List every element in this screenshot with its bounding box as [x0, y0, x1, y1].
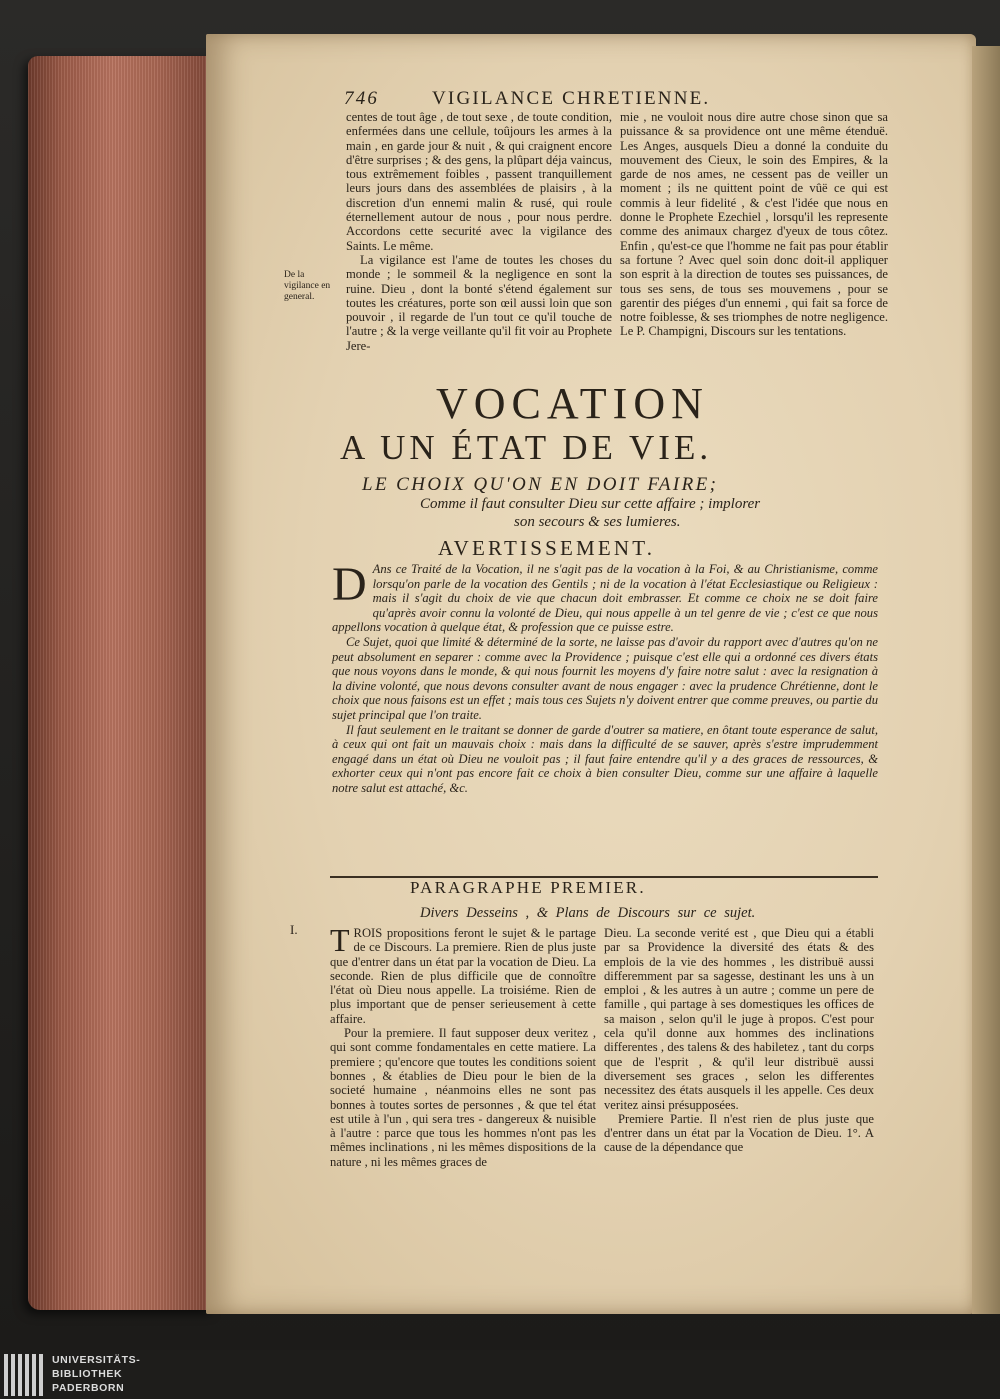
text-paragraph: Dieu. La seconde verité est , que Dieu qui a établi par sa Providence la diversité des états & des emplois de la vie des hommes , les distribuë aussi differemment par sa sagesse, destinant les uns à un emploi , & les autres à un autre ; comme un pere de famille , qui partage à ses domestiques les offices de sa maison , selon qu'il le juge à propos. C'est pour cela qu'il donne aux hommes des inclinations differentes , des talens & des habiletez , tant du corps que de l'esprit , & qu'il leur distribuë aussi diversement ses graces , selon les differentes necessitez des états ausquels il les appelle. Ces deux veritez ainsi présupposées. — [604, 926, 874, 1112]
margin-numeral: I. — [290, 922, 298, 937]
library-name-line: BIBLIOTHEK — [52, 1368, 123, 1380]
page-number: 746 — [344, 88, 380, 109]
top-left-column — [346, 110, 612, 353]
top-right-column — [620, 110, 888, 339]
section-line-2: Comme il faut consulter Dieu sur cette affaire ; implorer — [420, 496, 761, 512]
section-caps-line: LE CHOIX QU'ON EN DOIT FAIRE; — [362, 474, 719, 495]
text-paragraph: centes de tout âge , de tout sexe , de toute condition, enfermées dans une cellule, toûjours les armes à la main , en garde jour & nuit , & qui craignent encore d'être surprises ; & des gens, la plûpart déja vaincus, tous extrêmement foibles , passent tranquillement leurs jours dans des assemblées de plaisirs , à la discretion d'un ennemi malin & rusé, qui roule éternellement autour de nous , pour nous perdre. Accordons cette securité avec la vigilance des Saints. Le même. — [346, 110, 612, 253]
avertissement-text — [332, 558, 878, 796]
avertissement-heading: AVERTISSEMENT. — [438, 536, 656, 560]
margin-note: De la vigilance en general. — [284, 270, 331, 302]
drop-cap: D — [332, 558, 367, 611]
library-name-line: PADERBORN — [52, 1382, 125, 1394]
facing-page-edge — [972, 46, 1000, 1314]
library-name — [52, 1353, 140, 1395]
running-head — [344, 88, 812, 112]
section-title: VOCATION — [436, 379, 709, 428]
section-subtitle: A UN ÉTAT DE VIE. — [340, 428, 713, 467]
text-paragraph: Pour la premiere. Il faut supposer deux veritez , qui sont comme fondamentales en cette matiere. La premiere ; qu'encore que toutes les conditions soient bonnes , & établies de Dieu pour le bien de la societé humaine , néanmoins elles ne sont pas bonnes à toutes sortes de personnes , & que tel état est utile à l'un , qui sera tres - dangereux & nuisible à l'autre : parce que tous les hommes n'ont pas les mêmes inclinations , ni les mêmes dispositions de la nature , ni les mêmes graces de — [330, 1026, 596, 1169]
paragraph-subheading: Divers Desseins , & Plans de Discours sur ce sujet. — [420, 905, 756, 921]
avertissement-paragraph: Ans ce Traité de la Vocation, il ne s'agit pas de la vocation à la Foi, & au Christianisme, comme lorsqu'on parle de la vocation des Gentils ; ni de la vocation à l'état Ecclesiastique ou Religieux : mais il s'agit du choix de vie que chacun doit embrasser. Et comme ce choix ne se doit faire qu'après avoir connu la volonté de Dieu, qui nous appelle à un tel genre de vie ; c'est ce que nous appellons vocation à quelque état, & profession que ce puisse estre. — [332, 562, 878, 635]
bottom-right-column — [604, 926, 874, 1155]
avertissement-paragraph: Il faut seulement en le traitant se donner de garde d'outrer sa matiere, en ôtant toute esperance de salut, à ceux qui ont fait un mauvais choix : mais dans la difficulté de se sauver, après s'estre imprudemment engagé dans un état où Dieu ne vouloit pas ; il faut faire entendre qu'il y a des graces de ressources, & exhorter ceux qui n'ont pas encore fait ce choix à bien consulter Dieu, comme sur une affaire à laquelle notre salut est attaché, &c. — [332, 722, 878, 795]
text-paragraph: mie , ne vouloit nous dire autre chose sinon que sa puissance & sa providence ont une même étenduë. Les Anges, ausquels Dieu a donné la conduite du mouvement des Cieux, le soin des Empires, & la garde de nos ames, ne cessent pas de veiller un moment ; ils ne quittent point de vûë ce qui est commis à leur fidelité , & c'est l'idée que nous en donne le Prophete Ezechiel , lorsqu'il les represente comme des animaux chargez d'yeux de tous côtez. Enfin , qu'est-ce que l'homme ne fait pas pour établir sa fortune ? Avec quel soin donc doit-il appliquer son esprit à la direction de toutes ses puissances, de tous ses sens, de tous ses mouvemens , pour se garentir des piéges d'un ennemi , qui fait sa force de notre foiblesse, & ses triomphes de notre negligence. Le P. Champigni, Discours sur les tentations. — [620, 110, 888, 339]
paragraph-heading: PARAGRAPHE PREMIER. — [410, 878, 646, 897]
text-paragraph: Premiere Partie. Il n'est rien de plus juste que d'entrer dans un état par la Vocation de Dieu. 1°. A cause de la dépendance que — [604, 1111, 874, 1155]
running-title: VIGILANCE CHRETIENNE. — [432, 88, 711, 109]
drop-cap: T — [330, 922, 350, 958]
text-paragraph: La vigilance est l'ame de toutes les choses du monde ; le sommeil & la negligence en sont la ruine. Dieu , dont la bonté s'étend également sur toutes les créatures, porte son œil aussi loin que son pouvoir , il regarde de l'un tout ce qu'il touche de l'autre ; & la verge veillante qu'il fit voir au Prophete Jere- — [346, 252, 612, 353]
book-page-edges — [28, 56, 214, 1310]
bottom-left-column — [330, 922, 596, 1169]
library-name-line: UNIVERSITÄTS- — [52, 1354, 141, 1366]
library-footer — [0, 1350, 1000, 1399]
section-line-3: son secours & ses lumieres. — [514, 514, 681, 530]
library-logo-icon — [4, 1354, 48, 1396]
avertissement-paragraph: Ce Sujet, quoi que limité & déterminé de la sorte, ne laisse pas d'avoir du rapport avec d'autres qu'on ne peut absolument en separer : comme avec la Providence ; puisque c'est elle qui a ordonné ces divers états que nous voyons dans le monde, & qui nous fournit les moyens d'y faire notre salut : avec la resignation à la divine volonté, que nous devons consulter avant de nous engager : avec la prudence Chrétienne, dont le choix que nous faisons est un effet ; mais tous ces Sujets n'y doivent entrer que comme preuves, ou partie du sujet principal que l'on traite. — [332, 634, 878, 722]
text-paragraph: ROIS propositions feront le sujet & le partage de ce Discours. La premiere. Rien de plus juste que d'entrer dans un état par la vocation de Dieu. La seconde. Rien de plus difficile que de connoître l'état où Dieu nous appelle. La troisiéme. Rien de plus important que de penser serieusement à cette affaire. — [330, 926, 596, 1026]
